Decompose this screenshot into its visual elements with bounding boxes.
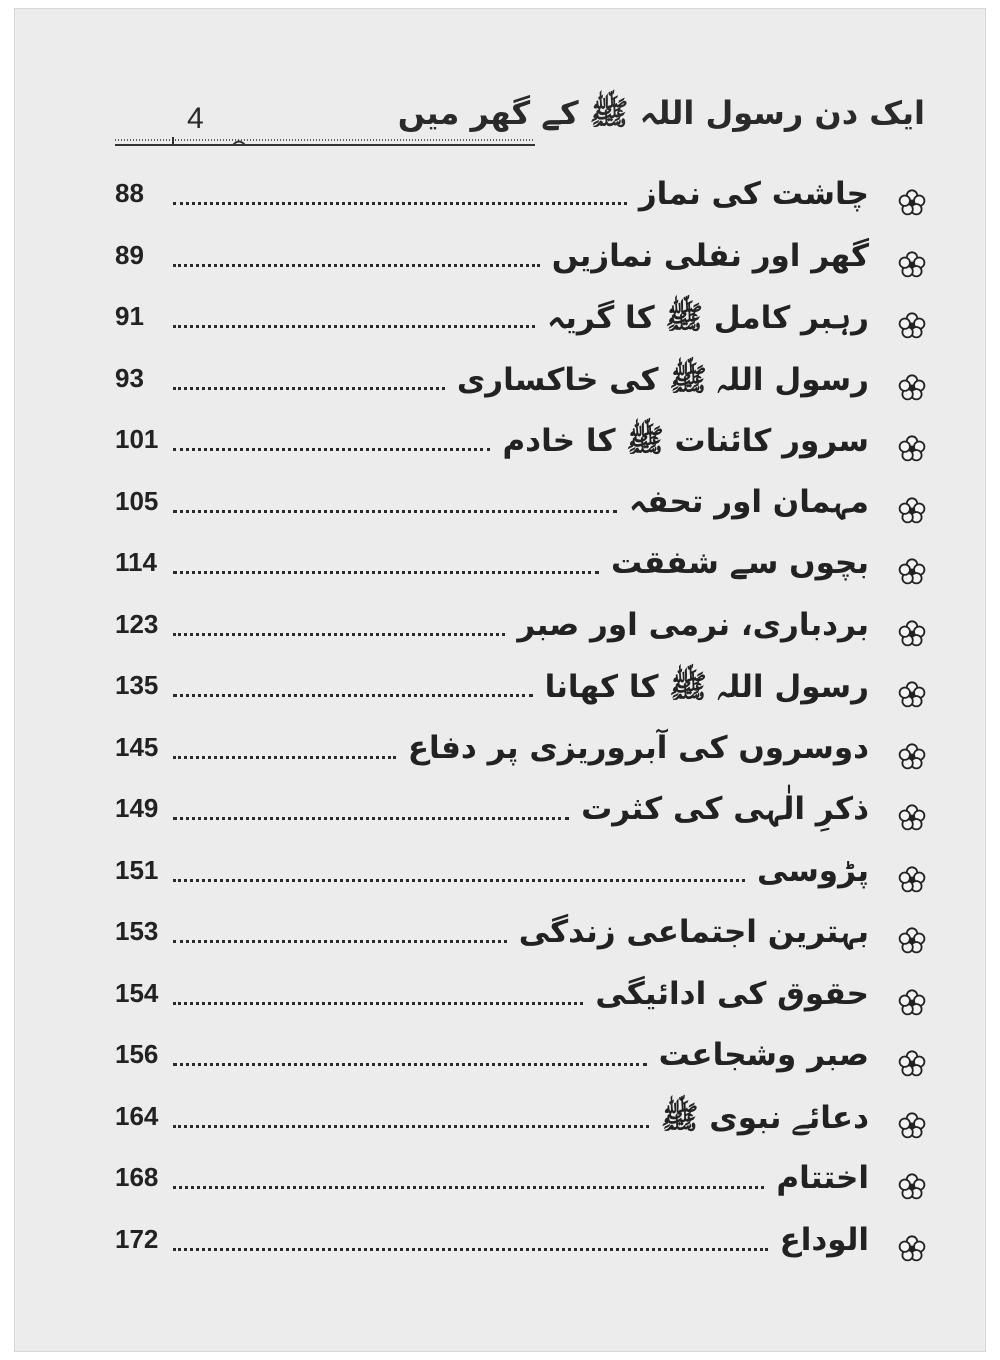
toc-entry-title: پڑوسی — [756, 852, 869, 889]
toc-entry — [115, 174, 935, 236]
flower-bullet-icon — [897, 250, 927, 280]
toc-entry — [115, 1097, 935, 1159]
toc-leader-dots — [173, 1125, 649, 1128]
table-of-contents — [115, 174, 935, 1281]
toc-entry — [115, 912, 935, 974]
toc-leader-dots — [173, 202, 627, 205]
toc-entry-title: صبر وشجاعت — [658, 1037, 869, 1073]
toc-entry — [115, 1220, 935, 1282]
toc-entry-title: مہمان اور تحفہ — [628, 483, 869, 520]
toc-page-number: 105 — [115, 485, 159, 516]
toc-entry — [115, 728, 935, 790]
toc-leader-dots — [173, 325, 535, 328]
flower-bullet-icon — [897, 988, 927, 1018]
page-number: 4 — [187, 102, 204, 135]
toc-page-number: 89 — [115, 239, 144, 270]
toc-page-number: 93 — [115, 362, 144, 393]
toc-leader-dots — [173, 1063, 647, 1066]
flower-bullet-icon — [897, 926, 927, 956]
toc-page-number: 164 — [115, 1100, 159, 1131]
toc-page-number: 172 — [115, 1223, 159, 1254]
toc-page-number: 123 — [115, 608, 159, 639]
toc-leader-dots — [173, 1002, 583, 1005]
toc-leader-dots — [173, 817, 569, 820]
toc-entry-title: اختتام — [776, 1160, 869, 1196]
toc-page-number: 156 — [115, 1039, 159, 1069]
book-page — [14, 8, 986, 1352]
flower-bullet-icon — [897, 188, 927, 218]
toc-entry-title: چاشت کی نماز — [638, 176, 869, 212]
toc-page-number: 154 — [115, 977, 159, 1008]
toc-entry-title: بچوں سے شفقت — [610, 545, 869, 581]
toc-leader-dots — [173, 264, 540, 267]
toc-leader-dots — [173, 694, 533, 697]
toc-entry — [115, 543, 935, 605]
toc-leader-dots — [173, 756, 396, 759]
toc-page-number: 88 — [115, 178, 144, 208]
flower-bullet-icon — [897, 1234, 927, 1264]
toc-page-number: 145 — [115, 731, 159, 762]
toc-page-number: 114 — [115, 547, 157, 577]
toc-page-number: 135 — [115, 670, 159, 700]
toc-entry-title: رسول اللہ ﷺ کی خاکساری — [456, 361, 869, 398]
toc-page-number: 101 — [115, 424, 159, 454]
toc-entry-title: دوسروں کی آبروریزی پر دفاع — [407, 729, 869, 766]
flower-bullet-icon — [897, 1111, 927, 1141]
toc-entry-title: ذکرِ الٰہی کی کثرت — [581, 791, 869, 827]
toc-entry — [115, 420, 935, 482]
flower-bullet-icon — [897, 865, 927, 895]
toc-page-number: 168 — [115, 1162, 159, 1192]
toc-entry-title: بہترین اجتماعی زندگی — [518, 914, 869, 950]
toc-leader-dots — [173, 879, 745, 882]
flower-bullet-icon — [897, 803, 927, 833]
flower-bullet-icon — [897, 373, 927, 403]
flower-bullet-icon — [897, 680, 927, 710]
toc-page-number: 149 — [115, 793, 159, 823]
toc-entry — [115, 1158, 935, 1220]
toc-entry — [115, 359, 935, 421]
flower-bullet-icon — [897, 1049, 927, 1079]
toc-entry-title: سرور کائنات ﷺ کا خادم — [502, 423, 869, 459]
toc-leader-dots — [173, 510, 617, 513]
flower-bullet-icon — [897, 311, 927, 341]
toc-leader-dots — [173, 448, 490, 451]
toc-entry — [115, 297, 935, 359]
toc-entry — [115, 236, 935, 298]
toc-entry — [115, 482, 935, 544]
flower-bullet-icon — [897, 557, 927, 587]
running-title: ایک دن رسول اللہ ﷺ کے گھر میں — [397, 94, 925, 132]
flower-bullet-icon — [897, 496, 927, 526]
flower-bullet-icon — [897, 742, 927, 772]
toc-entry — [115, 851, 935, 913]
toc-page-number: 91 — [115, 301, 144, 331]
toc-leader-dots — [173, 1248, 768, 1251]
toc-entry — [115, 605, 935, 667]
toc-leader-dots — [173, 387, 445, 390]
toc-entry — [115, 1035, 935, 1097]
toc-page-number: 153 — [115, 916, 159, 946]
toc-entry — [115, 789, 935, 851]
flower-bullet-icon — [897, 619, 927, 649]
toc-entry-title: رہبر کامل ﷺ کا گریہ — [547, 300, 869, 336]
toc-entry-title: گھر اور نفلی نمازیں — [551, 237, 869, 274]
toc-page-number: 151 — [115, 854, 159, 885]
toc-entry-title: الوداع — [779, 1221, 869, 1258]
toc-leader-dots — [173, 571, 599, 574]
toc-entry — [115, 666, 935, 728]
toc-entry-title: بردباری، نرمی اور صبر — [517, 606, 869, 643]
toc-entry-title: حقوق کی ادائیگی — [595, 975, 869, 1012]
header-rule — [115, 136, 535, 150]
toc-leader-dots — [173, 1186, 764, 1189]
flower-bullet-icon — [897, 1172, 927, 1202]
toc-entry-title: رسول اللہ ﷺ کا کھانا — [544, 669, 869, 705]
page-header — [115, 94, 925, 164]
toc-entry-title: دعائے نبوی ﷺ — [661, 1099, 869, 1136]
toc-leader-dots — [173, 633, 505, 636]
toc-leader-dots — [173, 940, 507, 943]
flower-bullet-icon — [897, 434, 927, 464]
toc-entry — [115, 974, 935, 1036]
